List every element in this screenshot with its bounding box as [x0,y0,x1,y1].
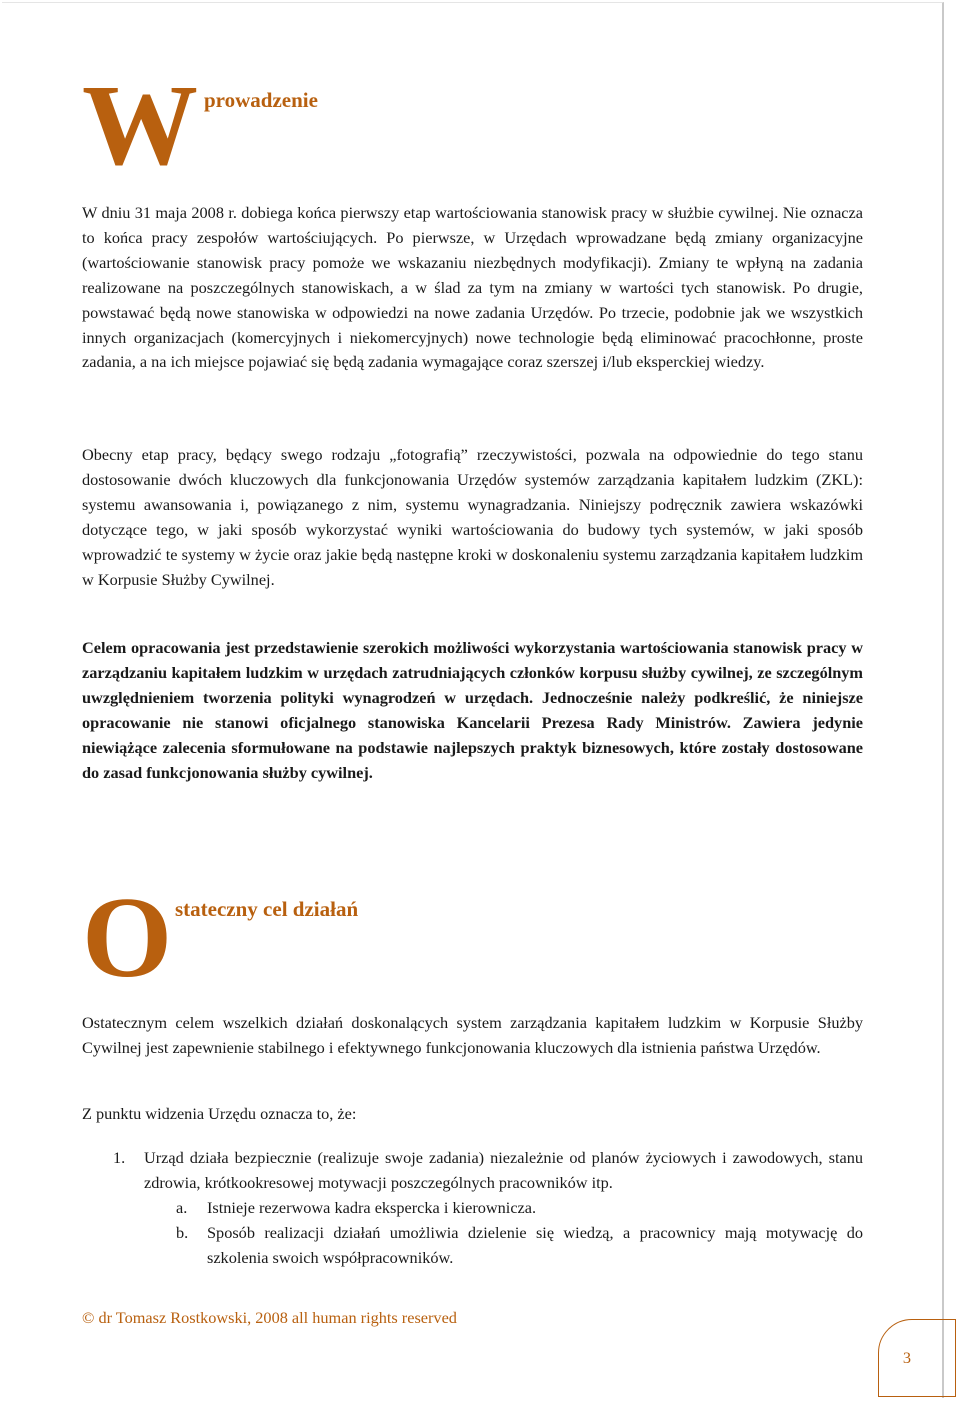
footer-copyright: © dr Tomasz Rostkowski, 2008 all human rights reserved [82,1308,457,1327]
sublist-item-letter: b. [176,1223,189,1242]
list-item: Urząd działa bezpiecznie (realizuje swoje zadania) niezależnie od planów życiowych i zawodowych, stanu zdrowia, krótkookresowej motywacji poszczególnych pracowników itp. [144,1148,863,1192]
intro-paragraph-1: W dniu 31 maja 2008 r. dobiega końca pierwszy etap wartościowania stanowisk pracy w służbie cywilnej. Nie oznacza to końca pracy zespołów wartościujących. Po pierwsze, w Urzędach wprowadzane będą zmiany organizacyjne (wartościowanie stanowisk pracy pomoże we wskazaniu niezbędnych modyfikacji). Zmiany te wpłyną na zadania realizowane na poszczególnych stanowiskach, a w ślad za tym na zmiany w wartości tych stanowisk. Po drugie, powstawać będą nowe stanowiska w odpowiedzi na nowe zadania Urzędów. Po trzecie, podobnie jak we wszystkich innych organizacjach (komercyjnych i niekomercyjnych) nowe technologie będą eliminować pracochłonne, proste zadania, a na ich miejsce pojawiać się będą zadania wymagające coraz szerszej i/lub eksperckiej wiedzy. [82,203,863,372]
heading-text: stateczny cel działań [175,897,359,921]
list-item-number: 1. [113,1148,126,1167]
list-intro-paragraph: Z punktu widzenia Urzędu oznacza to, że: [82,1104,357,1123]
goal-paragraph: Ostatecznym celem wszelkich działań doskonalących system zarządzania kapitałem ludzkim w Korpusie Służby Cywilnej jest zapewnienie stabilnego i efektywnego funkcjonowania kluczowych dla istnienia państwa Urzędów. [82,1013,863,1057]
intro-paragraph-3-bold: Celem opracowania jest przedstawienie szerokich możliwości wykorzystania wartościowania stanowisk pracy w zarządzaniu kapitałem ludzkim w urzędach zatrudniających członków korpusu służby cywilnej, ze szczególnym uwzględnieniem tworzenia polityki wynagrodzeń w urzędach. Jednocześnie należy podkreślić, że niniejsze opracowanie nie stanowi oficjalnego stanowiska Kancelarii Prezesa Rady Ministrów. Zawiera jedynie niewiążące zalecenia sformułowane na podstawie najlepszych praktyk biznesowych, które zostały dostosowane do zasad funkcjonowania służby cywilnej. [82,638,863,782]
sublist-item-letter: a. [176,1198,188,1217]
page-number-box [878,1319,956,1397]
heading-text: prowadzenie [204,88,318,112]
drop-cap-initial: W [82,62,198,190]
drop-cap-initial: O [82,874,173,1002]
sublist-item: Sposób realizacji działań umożliwia dzielenie się wiedzą, a pracownicy mają motywację do szkolenia swoich współpracowników. [207,1223,863,1267]
sublist-item: Istnieje rezerwowa kadra ekspercka i kierownicza. [207,1198,537,1217]
page-number: 3 [902,1348,911,1367]
intro-paragraph-2: Obecny etap pracy, będący swego rodzaju „fotografią” rzeczywistości, pozwala na odpowiednie do tego stanu dostosowanie dwóch kluczowych dla funkcjonowania Urzędów systemów zarządzania kapitałem ludzkim (ZKL): systemu awansowania i, powiązanego z nim, systemu wynagradzania. Niniejszy podręcznik zawiera wskazówki dotyczące tego, w jaki sposób wykorzystać wyniki wartościowania do budowy tych systemów, w jaki sposób wprowadzić te systemy w życie oraz jakie będą następne kroki w doskonaleniu systemu zarządzania kapitałem ludzkim w Korpusie Służby Cywilnej. [82,445,863,589]
